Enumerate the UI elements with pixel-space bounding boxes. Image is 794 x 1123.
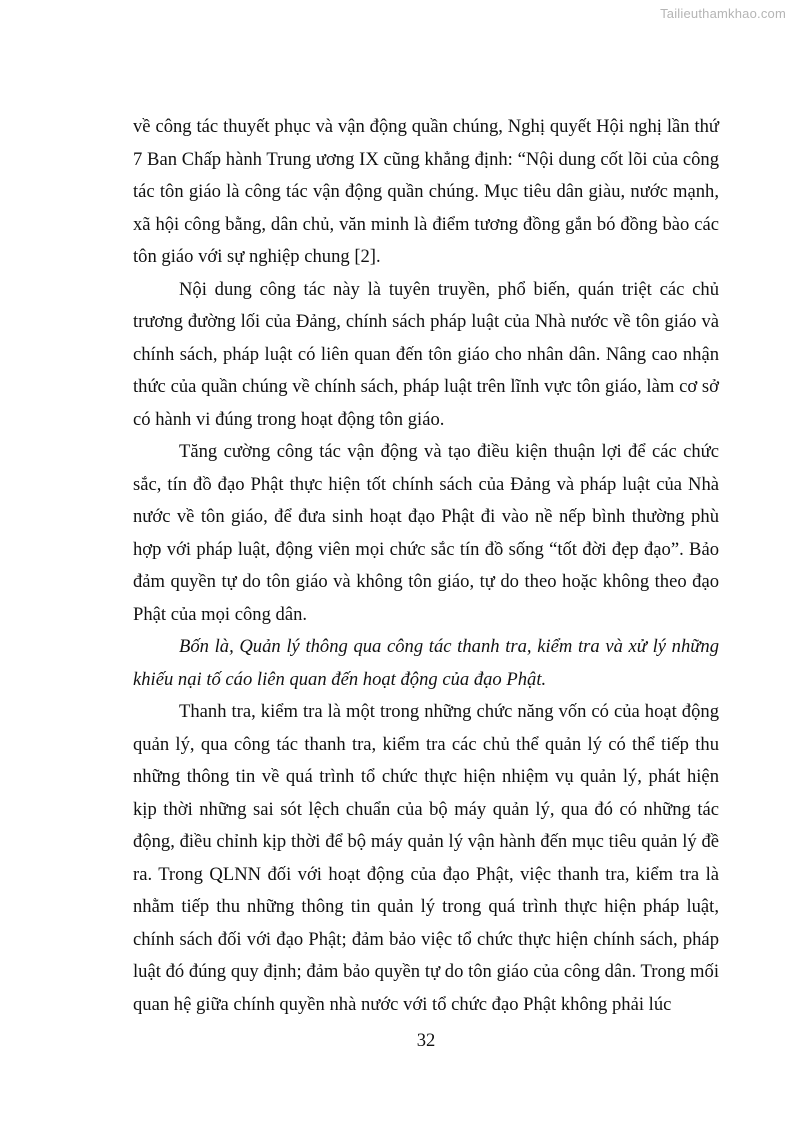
paragraph-mobilization: Tăng cường công tác vận động và tạo điều kiện thuận lợi để các chức sắc, tín đồ đạo Phật thực hiện tốt chính sách của Đảng và pháp luật của Nhà nước về tôn giáo, để đưa sinh hoạt đạo Phật đi vào nề nếp bình thường phù hợp với pháp luật, động viên mọi chức sắc tín đồ sống “tốt đời đẹp đạo”. Bảo đảm quyền tự do tôn giáo và không tôn giáo, tự do theo hoặc không theo đạo Phật của mọi công dân.: [133, 441, 719, 625]
section-heading-fourth: Bốn là, Quản lý thông qua công tác thanh tra, kiểm tra và xử lý những khiếu nại tố cáo liên quan đến hoạt động của đạo Phật.: [133, 636, 719, 690]
paragraph-content-propaganda: Nội dung công tác này là tuyên truyền, phổ biến, quán triệt các chủ trương đường lối của Đảng, chính sách pháp luật của Nhà nước về tôn giáo và chính sách, pháp luật có liên quan đến tôn giáo cho nhân dân. Nâng cao nhận thức của quần chúng về chính sách, pháp luật trên lĩnh vực tôn giáo, làm cơ sở có hành vi đúng trong hoạt động tôn giáo.: [133, 278, 719, 430]
paragraph-inspection: Thanh tra, kiểm tra là một trong những chức năng vốn có của hoạt động quản lý, qua công tác thanh tra, kiểm tra các chủ thể quản lý có thể tiếp thu những thông tin về quá trình tổ chức thực hiện nhiệm vụ quản lý, phát hiện kịp thời những sai sót lệch chuẩn của bộ máy quản lý, qua đó có những tác động, điều chỉnh kịp thời để bộ máy quản lý vận hành đến mục tiêu quản lý đề ra. Trong QLNN đối với hoạt động của đạo Phật, việc thanh tra, kiểm tra là nhằm tiếp thu những thông tin quản lý trong quá trình thực hiện pháp luật, chính sách đối với đạo Phật; đảm bảo việc tổ chức thực hiện chính sách, pháp luật đó đúng quy định; đảm bảo quyền tự do tôn giáo của công dân. Trong mối quan hệ giữa chính quyền nhà nước với tổ chức đạo Phật không phải lúc: [133, 701, 719, 1015]
paragraph-continuation: về công tác thuyết phục và vận động quần chúng, Nghị quyết Hội nghị lần thứ 7 Ban Chấp hành Trung ương IX cũng khẳng định: “Nội dung cốt lõi của công tác tôn giáo là công tác vận động quần chúng. Mục tiêu dân giàu, nước mạnh, xã hội công bằng, dân chủ, văn minh là điểm tương đồng gắn bó đồng bào các tôn giáo với sự nghiệp chung [2].: [133, 116, 719, 267]
watermark-text: Tailieuthamkhao.com: [660, 6, 786, 21]
page-number: 32: [416, 1030, 436, 1051]
document-body: [133, 111, 719, 1021]
